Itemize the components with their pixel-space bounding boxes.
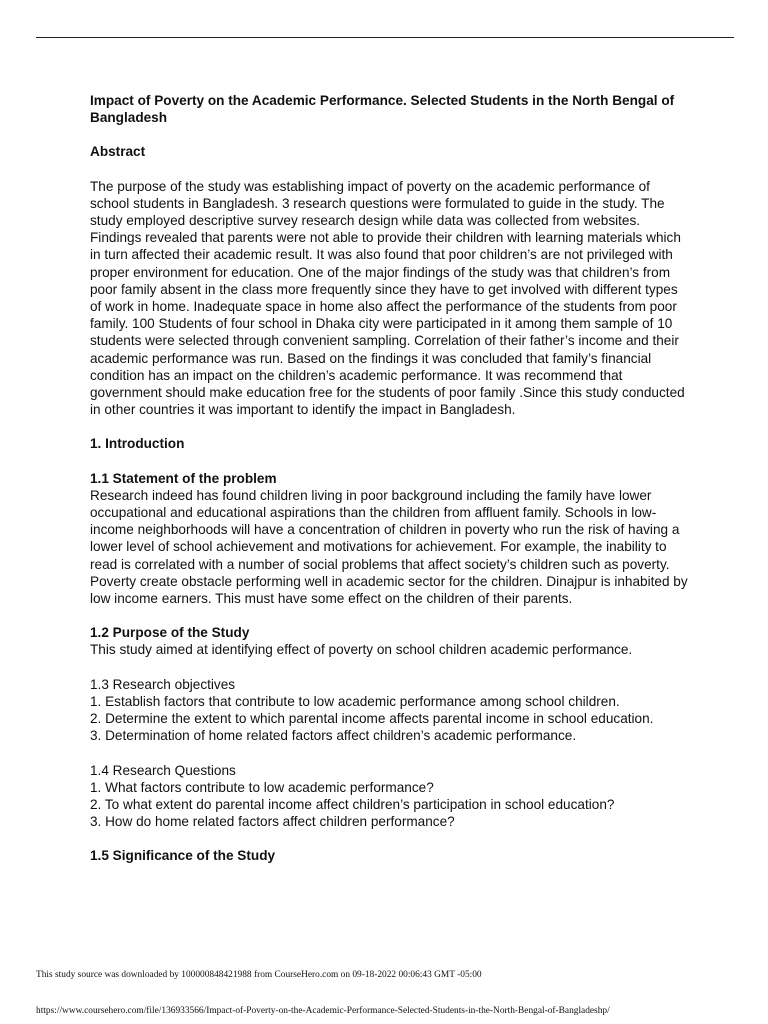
section-1-4-heading: 1.4 Research Questions: [90, 762, 236, 778]
abstract-text: The purpose of the study was establishing impact of poverty on the academic performance of school students in Bangladesh. 3 research questions were formulated to guide in the study. The study employed descriptive survey research design while data was collected from websites. Findings revealed that parents were not able to provide their children with learning materials which in turn affected their academic result. It was also found that poor children’s are not privileged with proper environment for education. One of the major findings of the study was that children’s from poor family absent in the class more frequently since they have to get involved with different types of work in home. Inadequate space in home also affect the performance of the students from poor family. 100 Students of four school in Dhaka city were participated in it among them sample of 10 students were selected through convenient sampling. Correlation of their father’s income and their academic performance was run. Based on the findings it was concluded that family’s financial condition has an impact on the children’s academic performance. It was recommend that government should make education free for the students of poor family .Since this study conducted in other countries it was important to identify the impact in Bangladesh.: [90, 178, 685, 418]
section-1-2-heading: 1.2 Purpose of the Study: [90, 625, 250, 641]
objectives-list: [90, 693, 690, 745]
top-divider: [36, 37, 734, 38]
research-questions-list: [90, 779, 690, 831]
list-item: 3. How do home related factors affect children performance?: [90, 814, 455, 830]
section-1-5-heading: 1.5 Significance of the Study: [90, 848, 276, 864]
section-1-1-heading: 1.1 Statement of the problem: [90, 470, 277, 486]
list-item: 2. To what extent do parental income affect children’s participation in school education?: [90, 796, 615, 812]
introduction-heading: 1. Introduction: [90, 436, 185, 452]
section-1-3-heading: 1.3 Research objectives: [90, 676, 236, 692]
section-1-2-text: This study aimed at identifying effect of poverty on school children academic performance.: [90, 642, 633, 658]
document-title: Impact of Poverty on the Academic Performance. Selected Students in the North Bengal of Bangladesh: [90, 93, 675, 126]
list-item: 2. Determine the extent to which parental income affects parental income in school education.: [90, 711, 654, 727]
download-note: This study source was downloaded by 100000848421988 from CourseHero.com on 09-18-2022 00:06:43 GMT -05:00: [36, 970, 482, 980]
list-item: 3. Determination of home related factors affect children’s academic performance.: [90, 728, 577, 744]
list-item: 1. Establish factors that contribute to low academic performance among school children.: [90, 693, 620, 709]
section-1-1-text: Research indeed has found children living in poor background including the family have lower occupational and educational aspirations than the children from affluent family. Schools in low-income neighborhoods will have a concentration of children in poverty who run the risk of having a lower level of school achievement and motivations for achievement. For example, the inability to read is correlated with a number of social problems that affect society’s children such as poverty. Poverty create obstacle performing well in academic sector for the children. Dinajpur is inhabited by low income earners. This must have some effect on the children of their parents.: [90, 487, 688, 607]
document-body: [90, 92, 690, 865]
list-item: 1. What factors contribute to low academic performance?: [90, 779, 434, 795]
source-url[interactable]: https://www.coursehero.com/file/136933566/Impact-of-Poverty-on-the-Academic-Performance-Selected-Students-in-the-North-Bengal-of-Bangladeshp/: [36, 1006, 610, 1016]
abstract-heading: Abstract: [90, 144, 146, 160]
